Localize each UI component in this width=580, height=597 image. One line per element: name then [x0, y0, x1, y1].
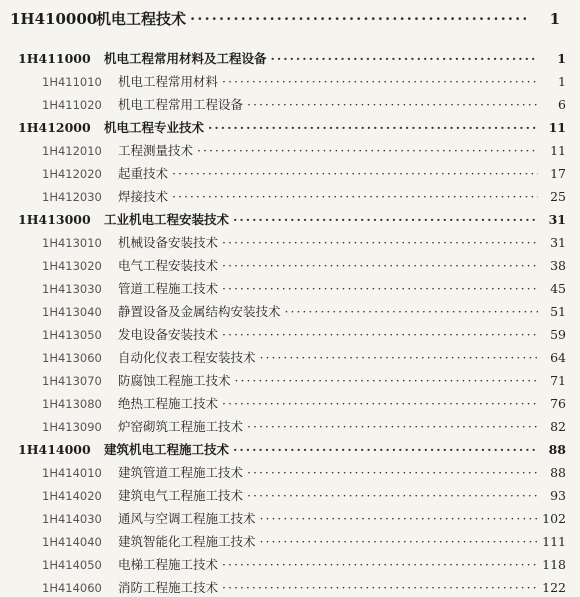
leader-dots: [233, 442, 538, 457]
subsection-page-number: 118: [542, 557, 566, 572]
leader-dots: [208, 120, 538, 135]
subsection-code: 1H413080: [42, 397, 102, 411]
subsection-row: [42, 486, 566, 504]
subsection-code: 1H414050: [42, 558, 102, 572]
subsection-title: 发电设备安装技术: [118, 327, 219, 342]
section-title: 建筑机电工程施工技术: [104, 442, 230, 457]
subsection-title: 起重技术: [118, 166, 169, 181]
subsection-row: [42, 302, 566, 320]
subsection-title: 绝热工程施工技术: [118, 396, 219, 411]
chapter-page-number: 1: [549, 10, 560, 28]
subsection-row: [42, 555, 566, 573]
subsection-page-number: 111: [542, 534, 566, 549]
subsection-row: [42, 394, 566, 412]
subsection-code: 1H412010: [42, 144, 102, 158]
leader-dots: [172, 166, 538, 181]
leader-dots: [247, 488, 538, 503]
subsection-title: 炉窑砌筑工程施工技术: [118, 419, 244, 434]
section-title: 机电工程常用材料及工程设备: [104, 51, 267, 66]
subsection-title: 自动化仪表工程安装技术: [118, 350, 256, 365]
section-code: 1H414000: [18, 442, 91, 457]
subsection-code: 1H414020: [42, 489, 102, 503]
subsection-title: 管道工程施工技术: [118, 281, 219, 296]
subsection-page-number: 1: [558, 74, 566, 89]
section-page-number: 31: [548, 212, 566, 227]
section-code: 1H412000: [18, 120, 91, 135]
chapter-code: 1H410000: [10, 10, 98, 28]
subsection-title: 建筑智能化工程施工技术: [118, 534, 256, 549]
section-page-number: 11: [548, 120, 566, 135]
chapter-row: [10, 8, 560, 29]
subsection-page-number: 88: [550, 465, 566, 480]
leader-dots: [222, 258, 538, 273]
subsection-row: [42, 95, 566, 113]
subsection-page-number: 122: [542, 580, 566, 595]
subsection-row: [42, 463, 566, 481]
leader-dots: [285, 304, 538, 319]
subsection-page-number: 93: [550, 488, 566, 503]
subsection-code: 1H411010: [42, 75, 102, 89]
subsection-code: 1H412020: [42, 167, 102, 181]
subsection-title: 建筑管道工程施工技术: [118, 465, 244, 480]
subsection-row: [42, 348, 566, 366]
subsection-title: 机电工程常用材料: [118, 74, 219, 89]
subsection-title: 机械设备安装技术: [118, 235, 219, 250]
subsection-code: 1H413030: [42, 282, 102, 296]
section-title: 工业机电工程安装技术: [104, 212, 230, 227]
leader-dots: [247, 97, 538, 112]
subsection-code: 1H413060: [42, 351, 102, 365]
subsection-row: [42, 279, 566, 297]
subsection-page-number: 38: [550, 258, 566, 273]
subsection-code: 1H414040: [42, 535, 102, 549]
section-row: [18, 440, 566, 458]
subsection-code: 1H411020: [42, 98, 102, 112]
subsection-page-number: 31: [550, 235, 566, 250]
leader-dots: [247, 419, 538, 434]
subsection-row: [42, 187, 566, 205]
leader-dots: [233, 212, 538, 227]
subsection-code: 1H413050: [42, 328, 102, 342]
section-title: 机电工程专业技术: [104, 120, 205, 135]
section-row: [18, 49, 566, 67]
subsection-page-number: 71: [550, 373, 566, 388]
section-code: 1H413000: [18, 212, 91, 227]
subsection-page-number: 25: [550, 189, 566, 204]
subsection-title: 静置设备及金属结构安装技术: [118, 304, 281, 319]
subsection-title: 焊接技术: [118, 189, 169, 204]
subsection-page-number: 45: [550, 281, 566, 296]
leader-dots: [222, 327, 538, 342]
subsection-page-number: 17: [550, 166, 566, 181]
subsection-row: [42, 233, 566, 251]
subsection-title: 通风与空调工程施工技术: [118, 511, 256, 526]
subsection-title: 电气工程安装技术: [118, 258, 219, 273]
subsection-page-number: 82: [550, 419, 566, 434]
subsection-code: 1H413040: [42, 305, 102, 319]
subsection-row: [42, 164, 566, 182]
subsection-page-number: 64: [550, 350, 566, 365]
section-code: 1H411000: [18, 51, 91, 66]
subsection-row: [42, 532, 566, 550]
chapter-title: 机电工程技术: [96, 10, 187, 28]
leader-dots: [260, 534, 538, 549]
subsection-row: [42, 371, 566, 389]
section-page-number: 88: [548, 442, 566, 457]
subsection-code: 1H414010: [42, 466, 102, 480]
section-row: [18, 118, 566, 136]
subsection-page-number: 6: [558, 97, 566, 112]
subsection-code: 1H413020: [42, 259, 102, 273]
subsection-row: [42, 141, 566, 159]
subsection-page-number: 76: [550, 396, 566, 411]
subsection-row: [42, 72, 566, 90]
subsection-page-number: 59: [550, 327, 566, 342]
subsection-row: [42, 578, 566, 596]
section-page-number: 1: [557, 51, 566, 66]
leader-dots: [260, 350, 538, 365]
leader-dots: [222, 557, 538, 572]
leader-dots: [271, 51, 538, 66]
subsection-code: 1H414060: [42, 581, 102, 595]
leader-dots: [172, 189, 538, 204]
leader-dots: [190, 10, 526, 28]
leader-dots: [235, 373, 538, 388]
subsection-title: 电梯工程施工技术: [118, 557, 219, 572]
subsection-title: 消防工程施工技术: [118, 580, 219, 595]
subsection-page-number: 11: [550, 143, 566, 158]
subsection-title: 建筑电气工程施工技术: [118, 488, 244, 503]
subsection-title: 防腐蚀工程施工技术: [118, 373, 231, 388]
subsection-code: 1H413010: [42, 236, 102, 250]
subsection-row: [42, 256, 566, 274]
leader-dots: [222, 74, 538, 89]
subsection-code: 1H413070: [42, 374, 102, 388]
leader-dots: [260, 511, 538, 526]
subsection-code: 1H414030: [42, 512, 102, 526]
leader-dots: [222, 281, 538, 296]
subsection-title: 机电工程常用工程设备: [118, 97, 244, 112]
subsection-page-number: 102: [542, 511, 566, 526]
leader-dots: [222, 396, 538, 411]
subsection-row: [42, 417, 566, 435]
subsection-page-number: 51: [550, 304, 566, 319]
subsection-row: [42, 509, 566, 527]
subsection-row: [42, 325, 566, 343]
leader-dots: [197, 143, 538, 158]
leader-dots: [222, 580, 538, 595]
subsection-title: 工程测量技术: [118, 143, 194, 158]
section-row: [18, 210, 566, 228]
subsection-code: 1H413090: [42, 420, 102, 434]
leader-dots: [222, 235, 538, 250]
subsection-code: 1H412030: [42, 190, 102, 204]
leader-dots: [247, 465, 538, 480]
